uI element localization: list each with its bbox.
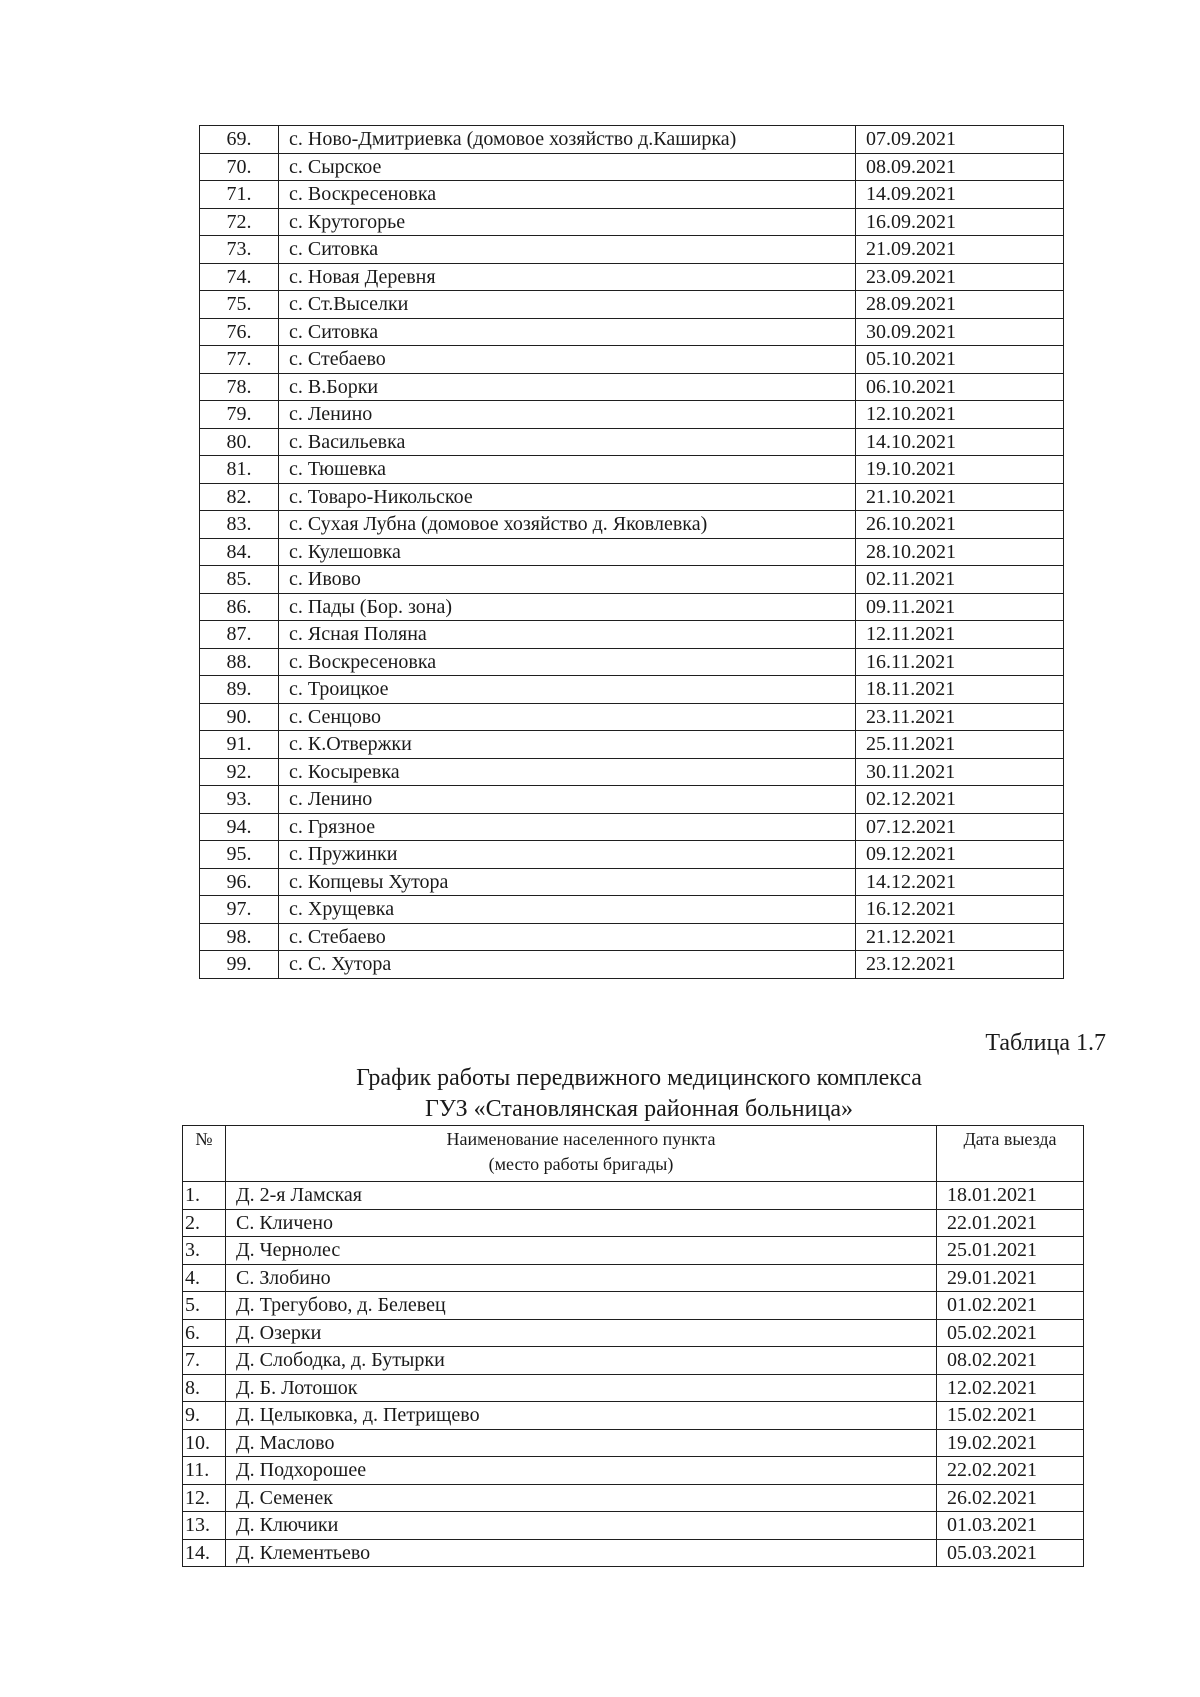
table-row bbox=[200, 621, 1064, 649]
row-date: 14.09.2021 bbox=[856, 181, 1064, 209]
row-place: с. Копцевы Хутора bbox=[279, 868, 856, 896]
header-place bbox=[226, 1126, 937, 1182]
row-place: Д. Трегубово, д. Белевец bbox=[226, 1292, 937, 1320]
table-row bbox=[200, 923, 1064, 951]
row-number: 98. bbox=[200, 923, 279, 951]
row-date: 16.11.2021 bbox=[856, 648, 1064, 676]
row-place: Д. 2-я Ламская bbox=[226, 1182, 937, 1210]
row-place: с. Ленино bbox=[279, 401, 856, 429]
row-date: 25.01.2021 bbox=[937, 1237, 1084, 1265]
header-number: № bbox=[183, 1126, 226, 1182]
row-date: 06.10.2021 bbox=[856, 373, 1064, 401]
row-date: 12.02.2021 bbox=[937, 1374, 1084, 1402]
row-number: 93. bbox=[200, 786, 279, 814]
row-place: с. Сухая Лубна (домовое хозяйство д. Яковлевка) bbox=[279, 511, 856, 539]
table-row bbox=[200, 483, 1064, 511]
row-date: 21.10.2021 bbox=[856, 483, 1064, 511]
header-date: Дата выезда bbox=[937, 1126, 1084, 1182]
row-date: 22.02.2021 bbox=[937, 1457, 1084, 1485]
table-row bbox=[200, 373, 1064, 401]
row-number: 73. bbox=[200, 236, 279, 264]
row-date: 30.11.2021 bbox=[856, 758, 1064, 786]
row-place: с. Ст.Выселки bbox=[279, 291, 856, 319]
row-place: Д. Чернолес bbox=[226, 1237, 937, 1265]
row-number: 79. bbox=[200, 401, 279, 429]
row-number: 80. bbox=[200, 428, 279, 456]
row-date: 21.12.2021 bbox=[856, 923, 1064, 951]
row-place: с. Ивово bbox=[279, 566, 856, 594]
row-date: 28.10.2021 bbox=[856, 538, 1064, 566]
schedule-table-continued bbox=[199, 125, 1064, 979]
row-date: 05.03.2021 bbox=[937, 1539, 1084, 1567]
row-place: с. Воскресеновка bbox=[279, 648, 856, 676]
row-number: 11. bbox=[183, 1457, 226, 1485]
row-place: с. С. Хутора bbox=[279, 951, 856, 979]
row-number: 3. bbox=[183, 1237, 226, 1265]
table-row bbox=[183, 1512, 1084, 1540]
row-number: 12. bbox=[183, 1484, 226, 1512]
row-date: 07.12.2021 bbox=[856, 813, 1064, 841]
row-number: 75. bbox=[200, 291, 279, 319]
row-number: 94. bbox=[200, 813, 279, 841]
row-date: 09.11.2021 bbox=[856, 593, 1064, 621]
row-place: Д. Клементьево bbox=[226, 1539, 937, 1567]
table-row bbox=[183, 1319, 1084, 1347]
row-place: с. Васильевка bbox=[279, 428, 856, 456]
row-place: с. Ситовка bbox=[279, 236, 856, 264]
table-row bbox=[183, 1264, 1084, 1292]
table-row bbox=[200, 456, 1064, 484]
row-place: Д. Слободка, д. Бутырки bbox=[226, 1347, 937, 1375]
row-number: 97. bbox=[200, 896, 279, 924]
row-number: 77. bbox=[200, 346, 279, 374]
row-number: 86. bbox=[200, 593, 279, 621]
row-place: Д. Маслово bbox=[226, 1429, 937, 1457]
table-row bbox=[200, 593, 1064, 621]
row-date: 23.12.2021 bbox=[856, 951, 1064, 979]
table-row bbox=[200, 951, 1064, 979]
table-row bbox=[200, 648, 1064, 676]
row-date: 26.02.2021 bbox=[937, 1484, 1084, 1512]
row-number: 13. bbox=[183, 1512, 226, 1540]
table-title bbox=[160, 1063, 1118, 1125]
row-place: Д. Подхорошее bbox=[226, 1457, 937, 1485]
row-date: 19.02.2021 bbox=[937, 1429, 1084, 1457]
header-row bbox=[183, 1126, 1084, 1182]
table-row bbox=[183, 1539, 1084, 1567]
schedule-table-body bbox=[200, 126, 1064, 979]
row-date: 30.09.2021 bbox=[856, 318, 1064, 346]
mobile-complex-schedule-table bbox=[182, 1125, 1084, 1567]
row-date: 25.11.2021 bbox=[856, 731, 1064, 759]
row-place: Д. Целыковка, д. Петрищево bbox=[226, 1402, 937, 1430]
row-place: с. Сырское bbox=[279, 153, 856, 181]
row-number: 7. bbox=[183, 1347, 226, 1375]
row-date: 16.12.2021 bbox=[856, 896, 1064, 924]
table-row bbox=[200, 428, 1064, 456]
table-row bbox=[200, 263, 1064, 291]
table-row bbox=[200, 868, 1064, 896]
row-date: 01.02.2021 bbox=[937, 1292, 1084, 1320]
row-date: 23.11.2021 bbox=[856, 703, 1064, 731]
row-place: с. Стебаево bbox=[279, 346, 856, 374]
row-date: 28.09.2021 bbox=[856, 291, 1064, 319]
row-date: 18.01.2021 bbox=[937, 1182, 1084, 1210]
row-place: с. Воскресеновка bbox=[279, 181, 856, 209]
table-row bbox=[183, 1429, 1084, 1457]
row-place: с. Грязное bbox=[279, 813, 856, 841]
row-date: 09.12.2021 bbox=[856, 841, 1064, 869]
row-date: 01.03.2021 bbox=[937, 1512, 1084, 1540]
header-place-line-1: Наименование населенного пункта bbox=[446, 1129, 716, 1149]
row-place: с. Товаро-Никольское bbox=[279, 483, 856, 511]
row-date: 14.10.2021 bbox=[856, 428, 1064, 456]
row-place: с. Тюшевка bbox=[279, 456, 856, 484]
row-place: Д. Озерки bbox=[226, 1319, 937, 1347]
row-date: 14.12.2021 bbox=[856, 868, 1064, 896]
row-place: с. К.Отвержки bbox=[279, 731, 856, 759]
row-place: с. Хрущевка bbox=[279, 896, 856, 924]
row-place: Д. Б. Лотошок bbox=[226, 1374, 937, 1402]
row-date: 12.10.2021 bbox=[856, 401, 1064, 429]
row-number: 89. bbox=[200, 676, 279, 704]
table-row bbox=[200, 236, 1064, 264]
row-date: 08.09.2021 bbox=[856, 153, 1064, 181]
table-row bbox=[183, 1237, 1084, 1265]
row-date: 12.11.2021 bbox=[856, 621, 1064, 649]
table-row bbox=[183, 1292, 1084, 1320]
row-date: 19.10.2021 bbox=[856, 456, 1064, 484]
row-date: 16.09.2021 bbox=[856, 208, 1064, 236]
row-number: 83. bbox=[200, 511, 279, 539]
row-date: 21.09.2021 bbox=[856, 236, 1064, 264]
row-place: Д. Семенек bbox=[226, 1484, 937, 1512]
row-date: 08.02.2021 bbox=[937, 1347, 1084, 1375]
row-place: Д. Ключики bbox=[226, 1512, 937, 1540]
row-date: 02.12.2021 bbox=[856, 786, 1064, 814]
table-row bbox=[183, 1347, 1084, 1375]
table-row bbox=[200, 896, 1064, 924]
row-number: 72. bbox=[200, 208, 279, 236]
row-date: 26.10.2021 bbox=[856, 511, 1064, 539]
row-number: 95. bbox=[200, 841, 279, 869]
table-row bbox=[200, 346, 1064, 374]
row-place: с. Ленино bbox=[279, 786, 856, 814]
row-date: 23.09.2021 bbox=[856, 263, 1064, 291]
row-number: 84. bbox=[200, 538, 279, 566]
table-row bbox=[200, 181, 1064, 209]
row-date: 22.01.2021 bbox=[937, 1209, 1084, 1237]
row-number: 81. bbox=[200, 456, 279, 484]
table-row bbox=[200, 703, 1064, 731]
row-number: 82. bbox=[200, 483, 279, 511]
row-number: 99. bbox=[200, 951, 279, 979]
row-place: с. Стебаево bbox=[279, 923, 856, 951]
row-place: с. Крутогорье bbox=[279, 208, 856, 236]
row-date: 05.02.2021 bbox=[937, 1319, 1084, 1347]
row-place: С. Кличено bbox=[226, 1209, 937, 1237]
table-row bbox=[183, 1374, 1084, 1402]
row-number: 91. bbox=[200, 731, 279, 759]
table-row bbox=[200, 841, 1064, 869]
row-place: с. Сенцово bbox=[279, 703, 856, 731]
row-number: 69. bbox=[200, 126, 279, 154]
row-number: 8. bbox=[183, 1374, 226, 1402]
row-place: с. Ясная Поляна bbox=[279, 621, 856, 649]
row-place: с. В.Борки bbox=[279, 373, 856, 401]
row-date: 07.09.2021 bbox=[856, 126, 1064, 154]
table-row bbox=[200, 401, 1064, 429]
row-number: 92. bbox=[200, 758, 279, 786]
row-number: 1. bbox=[183, 1182, 226, 1210]
row-number: 78. bbox=[200, 373, 279, 401]
row-place: с. Новая Деревня bbox=[279, 263, 856, 291]
table-row bbox=[200, 731, 1064, 759]
row-number: 74. bbox=[200, 263, 279, 291]
table-title-line-1: График работы передвижного медицинского комплекса bbox=[356, 1065, 922, 1091]
row-place: с. Косыревка bbox=[279, 758, 856, 786]
table-row bbox=[200, 208, 1064, 236]
table-row bbox=[200, 813, 1064, 841]
row-number: 96. bbox=[200, 868, 279, 896]
header-place-line-2: (место работы бригады) bbox=[488, 1154, 674, 1174]
row-place: с. Ново-Дмитриевка (домовое хозяйство д.Каширка) bbox=[279, 126, 856, 154]
row-number: 6. bbox=[183, 1319, 226, 1347]
row-number: 2. bbox=[183, 1209, 226, 1237]
table-row bbox=[200, 786, 1064, 814]
table-row bbox=[183, 1402, 1084, 1430]
row-place: С. Злобино bbox=[226, 1264, 937, 1292]
table-row bbox=[200, 566, 1064, 594]
row-place: с. Кулешовка bbox=[279, 538, 856, 566]
row-number: 71. bbox=[200, 181, 279, 209]
table-body bbox=[183, 1182, 1084, 1567]
row-number: 85. bbox=[200, 566, 279, 594]
row-date: 18.11.2021 bbox=[856, 676, 1064, 704]
row-number: 9. bbox=[183, 1402, 226, 1430]
row-number: 90. bbox=[200, 703, 279, 731]
row-number: 70. bbox=[200, 153, 279, 181]
row-number: 87. bbox=[200, 621, 279, 649]
table-header bbox=[183, 1126, 1084, 1182]
table-row bbox=[183, 1457, 1084, 1485]
row-place: с. Пружинки bbox=[279, 841, 856, 869]
table-title-line-2: ГУЗ «Становлянская районная больница» bbox=[425, 1096, 853, 1122]
row-number: 76. bbox=[200, 318, 279, 346]
table-row bbox=[200, 153, 1064, 181]
row-number: 4. bbox=[183, 1264, 226, 1292]
row-place: с. Ситовка bbox=[279, 318, 856, 346]
row-date: 15.02.2021 bbox=[937, 1402, 1084, 1430]
row-place: с. Троицкое bbox=[279, 676, 856, 704]
table-row bbox=[183, 1484, 1084, 1512]
table-row bbox=[200, 318, 1064, 346]
table-caption: Таблица 1.7 bbox=[985, 1030, 1106, 1056]
row-date: 02.11.2021 bbox=[856, 566, 1064, 594]
row-date: 05.10.2021 bbox=[856, 346, 1064, 374]
row-number: 14. bbox=[183, 1539, 226, 1567]
row-date: 29.01.2021 bbox=[937, 1264, 1084, 1292]
table-row bbox=[200, 511, 1064, 539]
table-row bbox=[200, 126, 1064, 154]
row-place: с. Пады (Бор. зона) bbox=[279, 593, 856, 621]
table-row bbox=[183, 1209, 1084, 1237]
table-row bbox=[200, 291, 1064, 319]
table-row bbox=[200, 758, 1064, 786]
row-number: 88. bbox=[200, 648, 279, 676]
row-number: 5. bbox=[183, 1292, 226, 1320]
row-number: 10. bbox=[183, 1429, 226, 1457]
table-row bbox=[183, 1182, 1084, 1210]
table-row bbox=[200, 676, 1064, 704]
table-row bbox=[200, 538, 1064, 566]
